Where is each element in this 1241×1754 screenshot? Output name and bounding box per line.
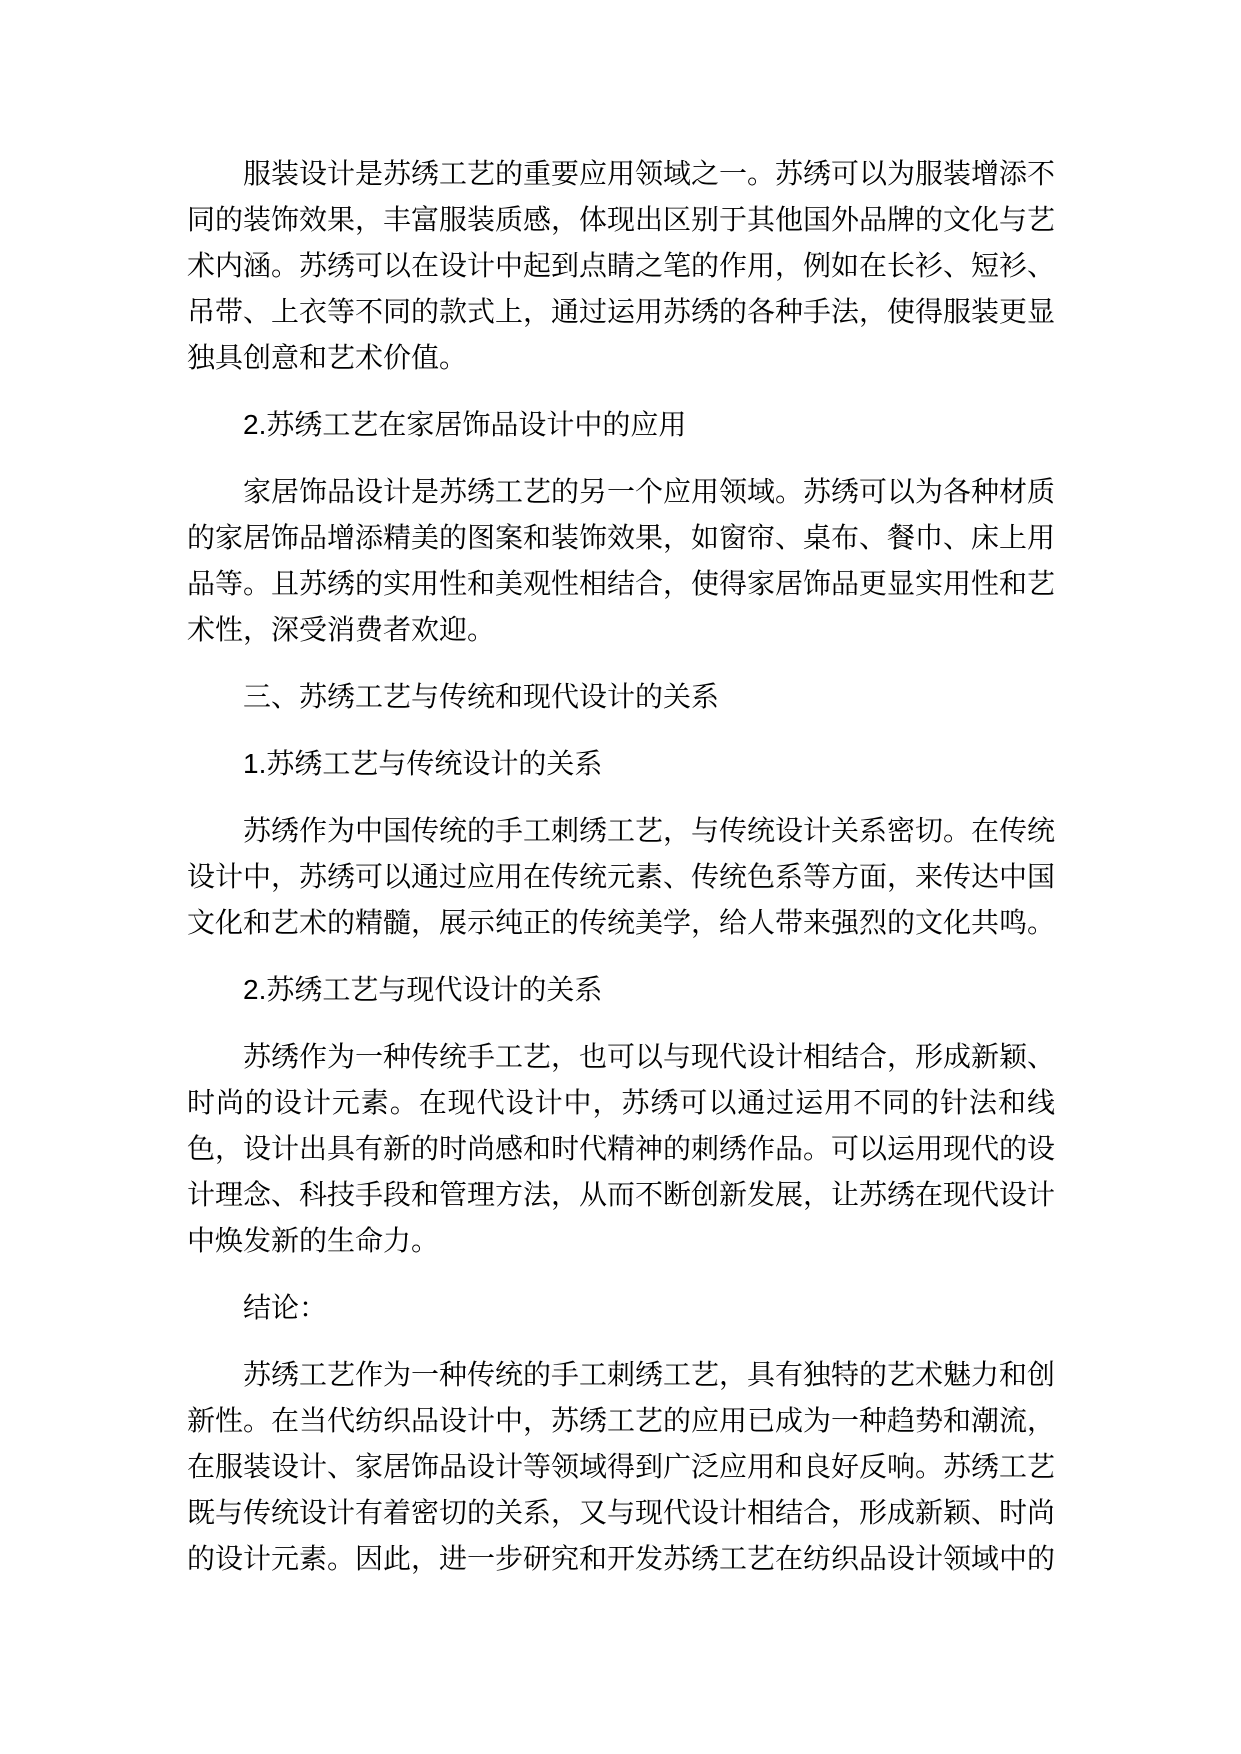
conclusion-label: 结论：: [243, 1292, 328, 1323]
heading-traditional-design-relation: 1.苏绣工艺与传统设计的关系: [243, 748, 603, 779]
body-paragraph-conclusion: 苏绣工艺作为一种传统的手工刺绣工艺，具有独特的艺术魅力和创新性。在当代纺织品设计中，苏绣工艺的应用已成为一种趋势和潮流，在服装设计、家居饰品设计等领域得到广泛应用和良好反响。苏绣工艺既与传统设计有着密切的关系，又与现代设计相结合，形成新颖、时尚的设计元素。因此，进一步研究和开发苏绣工艺在纺织品设计领域中的: [187, 1359, 1056, 1574]
body-paragraph-traditional-design: 苏绣作为中国传统的手工刺绣工艺，与传统设计关系密切。在传统设计中，苏绣可以通过应用在传统元素、传统色系等方面，来传达中国文化和艺术的精髓，展示纯正的传统美学，给人带来强烈的文化共鸣。: [187, 815, 1056, 938]
body-paragraph-home-decor: 家居饰品设计是苏绣工艺的另一个应用领域。苏绣可以为各种材质的家居饰品增添精美的图案和装饰效果，如窗帘、桌布、餐巾、床上用品等。且苏绣的实用性和美观性相结合，使得家居饰品更显实用性和艺术性，深受消费者欢迎。: [187, 476, 1056, 645]
body-paragraph-clothing-design: 服装设计是苏绣工艺的重要应用领域之一。苏绣可以为服装增添不同的装饰效果，丰富服装质感，体现出区别于其他国外品牌的文化与艺术内涵。苏绣可以在设计中起到点睛之笔的作用，例如在长衫、短衫、吊带、上衣等不同的款式上，通过运用苏绣的各种手法，使得服装更显独具创意和艺术价值。: [187, 158, 1056, 373]
heading-home-decor-application: 2.苏绣工艺在家居饰品设计中的应用: [243, 409, 687, 440]
section-heading-tradition-modern-relation: 三、苏绣工艺与传统和现代设计的关系: [243, 681, 720, 712]
heading-modern-design-relation: 2.苏绣工艺与现代设计的关系: [243, 974, 603, 1005]
body-paragraph-modern-design: 苏绣作为一种传统手工艺，也可以与现代设计相结合，形成新颖、时尚的设计元素。在现代设计中，苏绣可以通过运用不同的针法和线色，设计出具有新的时尚感和时代精神的刺绣作品。可以运用现代的设计理念、科技手段和管理方法，从而不断创新发展，让苏绣在现代设计中焕发新的生命力。: [187, 1041, 1056, 1256]
